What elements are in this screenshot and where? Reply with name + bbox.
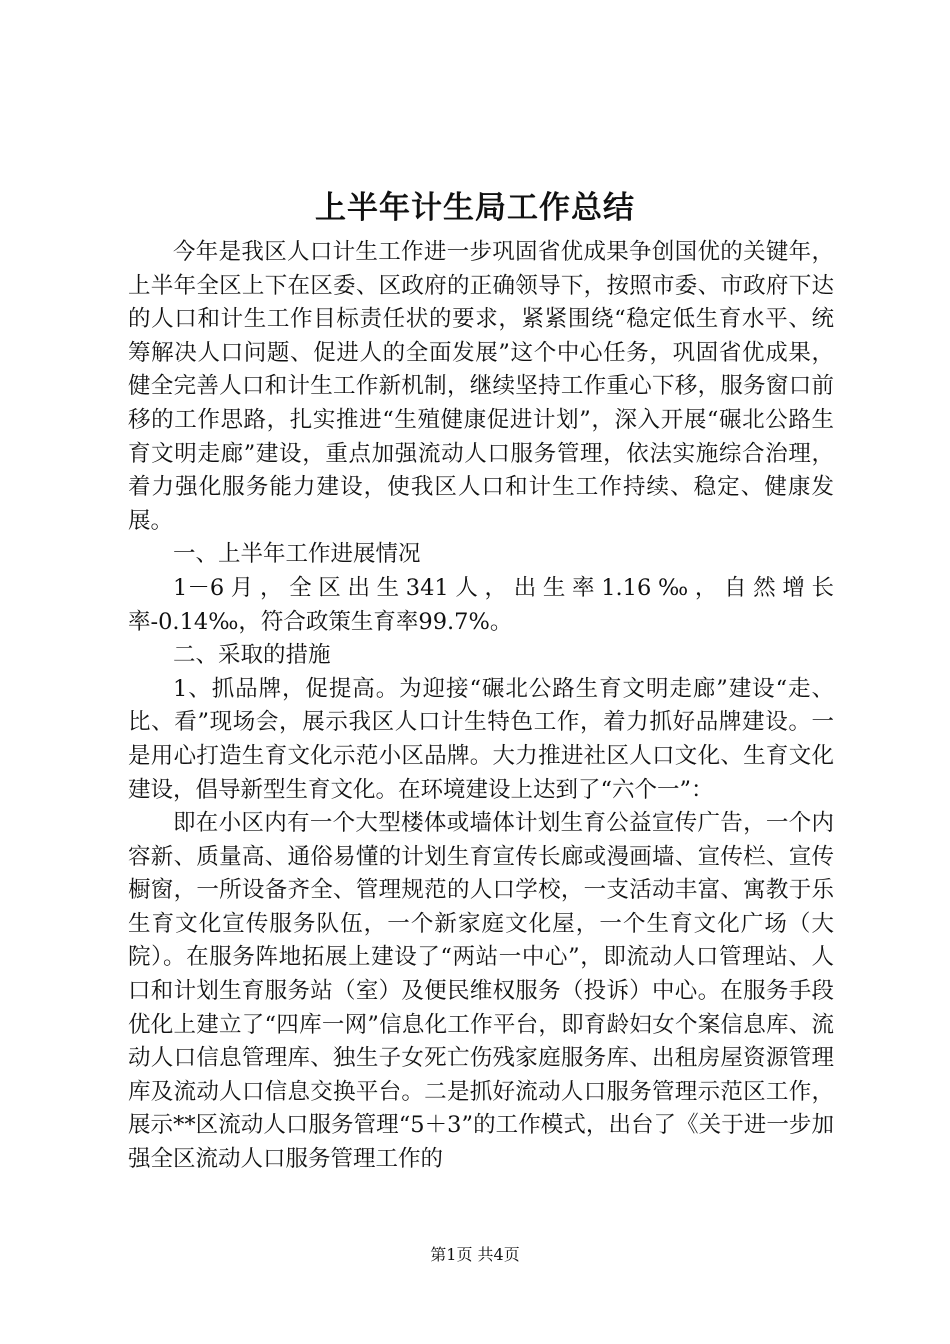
section-heading-measures: 二、采取的措施 [173,642,331,669]
section-heading-progress: 一、上半年工作进展情况 [173,541,421,568]
paragraph-community-details: 即在小区内有一个大型楼体或墙体计划生育公益宣传广告，一个内容新、质量高、通俗易懂的计划生育宣传长廊或漫画墙、宣传栏、宣传橱窗，一所设备齐全、管理规范的人口学校，一支活动丰富、寓教于乐生育文化宣传服务队伍，一个新家庭文化屋，一个生育文化广场（大院）。在服务阵地拓展上建设了“两站一中心”，即流动人口管理站、人口和计划生育服务站（室）及便民维权服务（投诉）中心。在服务手段优化上建立了“四库一网”信息化工作平台，即育龄妇女个案信息库、流动人口信息管理库、独生子女死亡伤残家庭服务库、出租房屋资源管理库及流动人口信息交换平台。二是抓好流动人口服务管理示范区工作，展示**区流动人口服务管理“5＋3”的工作模式，出台了《关于进一步加强全区流动人口服务管理工作的 [128,810,834,1173]
paragraph-statistics: 1－6月，全区出生341人，出生率1.16‰，自然增长率-0.14‰，符合政策生育率99.7%。 [128,574,834,635]
paragraph-brand-building: 1、抓品牌，促提高。为迎接“碾北公路生育文明走廊”建设“走、比、看”现场会，展示我区人口计生特色工作，着力抓好品牌建设。一是用心打造生育文化示范小区品牌。大力推进社区人口文化、生育文化建设，倡导新型生育文化。在环境建设上达到了“六个一”： [128,675,834,803]
page-footer: 第1页 共4页 [430,1245,520,1264]
document-title: 上半年计生局工作总结 [315,190,635,226]
paragraph-intro: 今年是我区人口计生工作进一步巩固省优成果争创国优的关键年，上半年全区上下在区委、区政府的正确领导下，按照市委、市政府下达的人口和计生工作目标责任状的要求，紧紧围绕“稳定低生育水平、统筹解决人口问题、促进人的全面发展”这个中心任务，巩固省优成果，健全完善人口和计生工作新机制，继续坚持工作重心下移，服务窗口前移的工作思路，扎实推进“生殖健康促进计划”，深入开展“碾北公路生育文明走廊”建设，重点加强流动人口服务管理，依法实施综合治理，着力强化服务能力建设，使我区人口和计生工作持续、稳定、健康发展。 [128,239,834,534]
document-body [128,236,834,1177]
